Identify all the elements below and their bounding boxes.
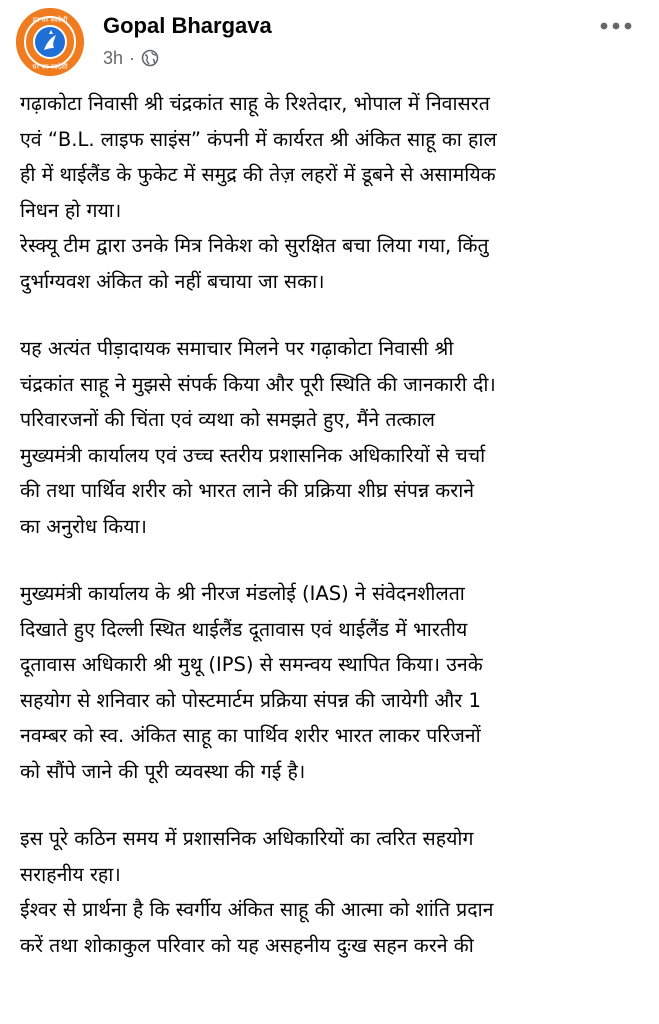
post-timestamp[interactable]: 3h — [103, 47, 124, 68]
text-line: ही में थाईलैंड के फुकेट में समुद्र की तेज़ लहरों में डूबने से असामयिक — [20, 163, 496, 186]
text-line: सराहनीय रहा। — [20, 862, 121, 886]
avatar-bottom-text: घर घर स्वदेशी — [32, 63, 68, 71]
text-line: यह अत्यंत पीड़ादायक समाचार मिलने पर गढ़ाकोटा निवासी श्री — [20, 337, 454, 360]
text-line: परिवारजनों की चिंता एवं व्यथा को समझते हुए, मैंने तत्काल — [20, 408, 436, 431]
text-line: की तथा पार्थिव शरीर को भारत लाने की प्रक्रिया शीघ्र संपन्न कराने — [20, 479, 475, 502]
text-line: को सौंपे जाने की पूरी व्यवस्था की गई है। — [20, 759, 306, 783]
text-line: चंद्रकांत साहू ने मुझसे संपर्क किया और पूरी स्थिति की जानकारी दी। — [20, 372, 496, 396]
post-header — [0, 0, 659, 84]
text-line: दुर्भाग्यवश अंकित को नहीं बचाया जा सका। — [20, 269, 325, 293]
text-line: दिखाते हुए दिल्ली स्थित थाईलैंड दूतावास एवं थाईलैंड में भारतीय — [20, 617, 468, 641]
avatar-top-text: हर घर स्वदेशी — [32, 16, 68, 24]
post-text — [20, 86, 646, 995]
paragraph-3 — [20, 576, 646, 789]
text-line: मुख्यमंत्री कार्यालय एवं उच्च स्तरीय प्रशासनिक अधिकारियों से चर्चा — [20, 443, 486, 467]
text-line: दूतावास अधिकारी श्री मुथू (IPS) से समन्वय स्थापित किया। उनके — [20, 653, 483, 676]
text-line: ईश्वर से प्रार्थना है कि स्वर्गीय अंकित साहू की आत्मा को शांति प्रदान — [20, 898, 494, 921]
avatar-logo — [16, 8, 84, 76]
author-name[interactable]: Gopal Bhargava — [103, 13, 272, 38]
avatar[interactable] — [16, 8, 84, 76]
paragraph-1 — [20, 86, 646, 299]
text-line: रेस्क्यू टीम द्वारा उनके मित्र निकेश को सुरक्षित बचा लिया गया, किंतु — [20, 234, 489, 257]
text-line: नवम्बर को स्व. अंकित साहू का पार्थिव शरीर भारत लाकर परिजनों — [20, 724, 481, 747]
globe-icon[interactable] — [141, 49, 159, 67]
text-line: एवं “B.L. लाइफ साइंस” कंपनी में कार्यरत श्री अंकित साहू का हाल — [20, 127, 497, 151]
paragraph-2 — [20, 331, 646, 544]
text-line: मुख्यमंत्री कार्यालय के श्री नीरज मंडलोई (IAS) ने संवेदनशीलता — [20, 582, 465, 605]
post-meta — [103, 46, 159, 70]
text-line: गढ़ाकोटा निवासी श्री चंद्रकांत साहू के रिश्तेदार, भोपाल में निवासरत — [20, 92, 490, 115]
text-line: सहयोग से शनिवार को पोस्टमार्टम प्रक्रिया संपन्न की जायेगी और 1 — [20, 688, 481, 712]
meta-separator: · — [129, 47, 136, 68]
text-line: इस पूरे कठिन समय में प्रशासनिक अधिकारियों का त्वरित सहयोग — [20, 827, 474, 850]
text-line: निधन हो गया। — [20, 198, 122, 222]
text-line: का अनुरोध किया। — [20, 514, 147, 538]
paragraph-4 — [20, 821, 646, 963]
more-horizontal-icon — [598, 21, 634, 31]
text-line: करें तथा शोकाकुल परिवार को यह असहनीय दुःख सहन करने की — [20, 933, 474, 957]
more-options-button[interactable] — [594, 8, 638, 44]
